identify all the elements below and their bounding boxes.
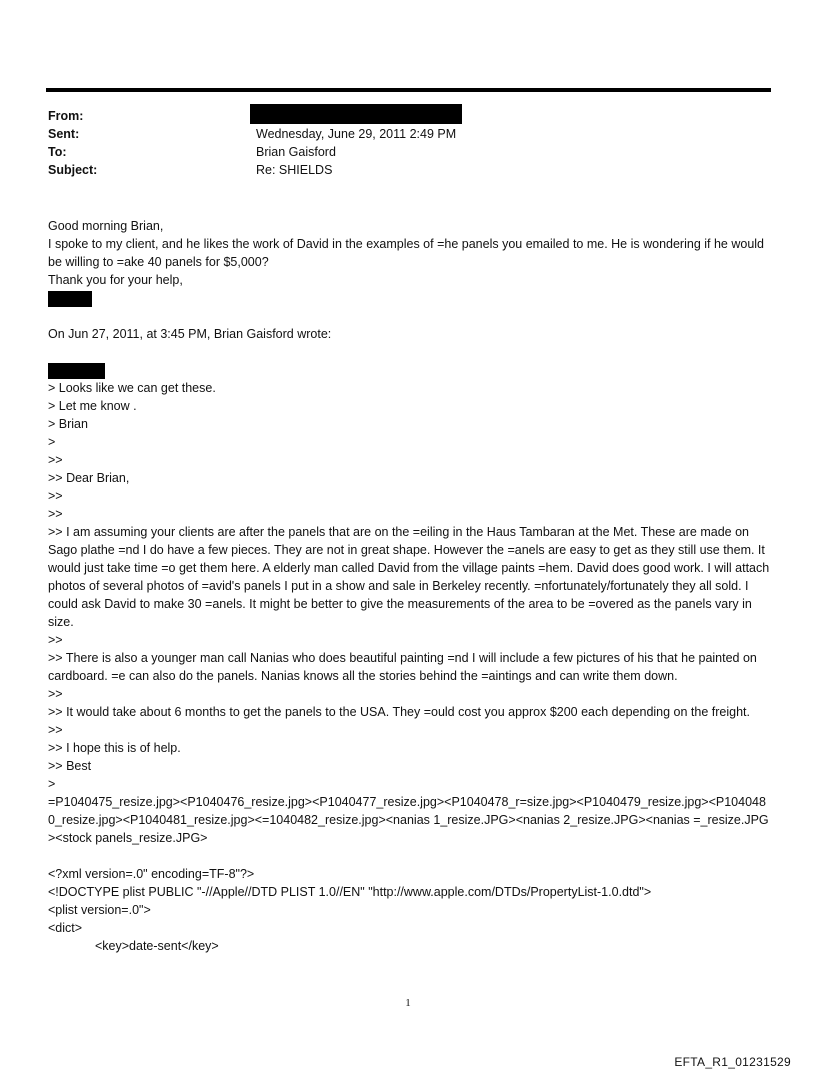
from-label: From: [48,109,84,123]
xml-line: <?xml version=.0" encoding=TF-8"?> [48,867,255,881]
subject-label: Subject: [48,163,98,177]
quoted-line: >> [48,507,63,521]
quoted-line: >> [48,723,63,737]
quoted-line: > Looks like we can get these. [48,381,216,395]
quote-attribution: On Jun 27, 2011, at 3:45 PM, Brian Gaisford wrote: [48,327,332,341]
to-label: To: [48,145,67,159]
redaction-box [48,291,92,307]
subject-value: Re: SHIELDS [256,163,333,177]
to-row [48,143,748,161]
document-id: EFTA_R1_01231529 [674,1055,791,1069]
email-header [48,107,748,179]
from-row [48,107,748,125]
quoted-line: >> [48,633,63,647]
quote-redacted-line [48,361,770,379]
email-body [48,217,770,955]
quoted-paragraph: >> It would take about 6 months to get the panels to the USA. They =ould cost you approx $200 each depending on the freight. [48,705,750,719]
quoted-paragraph: >> I am assuming your clients are after the panels that are on the =eiling in the Haus Tambaran at the Met. These are made on Sago plathe =nd I do have a few pieces. They are not in great shape. However the =anels are easy to get as they still use them. It would just take time =o get them here. A elderly man called David from the village paints =hem. David does good work. I will attach photos of several photos of =avid's panels I put in a show and sale in Berkeley recently. =nfortunately/fortunately they all sold. I could ask David to make 30 =anels. It might be better to give the measurements of the area to be =overed as the panels vary in size. [48,525,770,629]
thanks-line: Thank you for your help, [48,273,183,287]
quoted-line: >> [48,453,63,467]
message-paragraph: I spoke to my client, and he likes the work of David in the examples of =he panels you emailed to me. He is wondering if he would be willing to =ake 40 panels for $5,000? [48,237,765,269]
quoted-paragraph: >> There is also a younger man call Nanias who does beautiful painting =nd I will include a few pictures of his that he painted on cardboard. =e can also do the panels. Nanias knows all the stories behind the =aintings and can write them down. [48,651,757,683]
sent-label: Sent: [48,127,80,141]
redaction-box [48,363,105,379]
subject-row [48,161,748,179]
xml-line: <key>date-sent</key> [95,939,219,953]
quoted-line: >> I hope this is of help. [48,741,181,755]
xml-line: <dict> [48,921,83,935]
redaction-box [250,104,462,124]
quoted-line: >> Best [48,759,92,773]
to-value: Brian Gaisford [256,145,336,159]
quoted-line: > Let me know . [48,399,137,413]
xml-line: <!DOCTYPE plist PUBLIC "-//Apple//DTD PLIST 1.0//EN" "http://www.apple.com/DTDs/PropertyList-1.0.dtd"> [48,885,652,899]
quoted-line: > [48,435,56,449]
quoted-line: >> [48,489,63,503]
sent-row [48,125,748,143]
page-number: 1 [405,997,411,1009]
xml-line: <plist version=.0"> [48,903,151,917]
quoted-line: > [48,777,56,791]
attachment-list: =P1040475_resize.jpg><P1040476_resize.jpg><P1040477_resize.jpg><P1040478_r=size.jpg><P1040479_resize.jpg><P1040480_resize.jpg><P1040481_resize.jpg><=1040482_resize.jpg><nanias 1_resize.JPG><nanias 2_resize.JPG><nanias =_resize.JPG><stock panels_resize.JPG> [48,795,769,845]
greeting: Good morning Brian, [48,219,164,233]
quoted-line: >> [48,687,63,701]
header-divider [46,88,771,92]
signature-line [48,289,770,307]
sent-value: Wednesday, June 29, 2011 2:49 PM [256,127,457,141]
quoted-line: > Brian [48,417,88,431]
quoted-line: >> Dear Brian, [48,471,130,485]
